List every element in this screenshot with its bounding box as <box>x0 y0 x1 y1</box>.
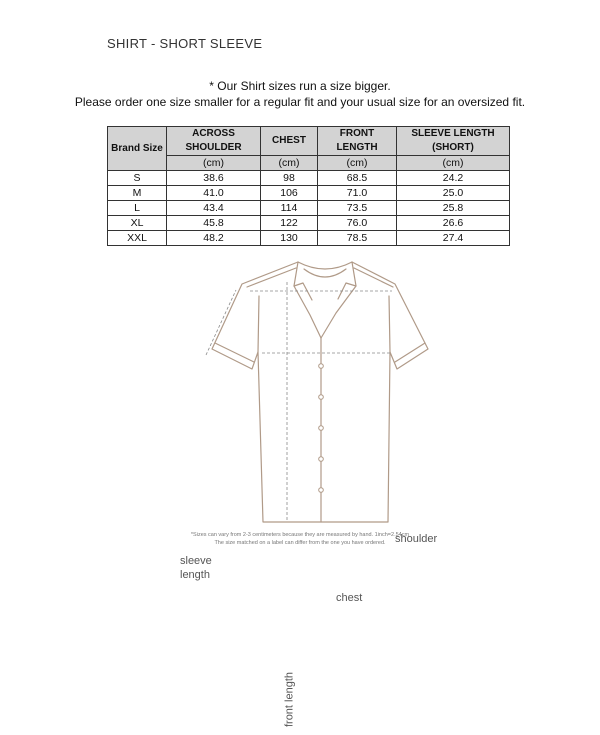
chest-label: chest <box>336 592 363 604</box>
table-cell: 38.6 <box>167 171 261 186</box>
table-cell: 114 <box>261 201 318 216</box>
unit-cell: (cm) <box>397 156 510 171</box>
table-cell: 98 <box>261 171 318 186</box>
table-cell: L <box>108 201 167 216</box>
table-cell: 106 <box>261 186 318 201</box>
measurement-footnote <box>0 531 600 547</box>
table-cell: 71.0 <box>318 186 397 201</box>
front-length-label: front length <box>283 671 296 728</box>
table-cell: 122 <box>261 216 318 231</box>
size-chart-table <box>107 126 510 246</box>
sleeve-length-label-line-2: length <box>180 569 210 581</box>
table-cell: XL <box>108 216 167 231</box>
fit-note-line-2: Please order one size smaller for a regular fit and your usual size for an oversized fit. <box>74 95 526 109</box>
shirt-illustration <box>0 250 600 550</box>
table-cell: XXL <box>108 231 167 246</box>
table-cell: 25.8 <box>397 201 510 216</box>
table-cell: 27.4 <box>397 231 510 246</box>
header-across-shoulder: ACROSS SHOULDER <box>167 127 261 156</box>
fit-note-line-1: * Our Shirt sizes run a size bigger. <box>209 79 391 93</box>
table-cell: 68.5 <box>318 171 397 186</box>
table-cell: 25.0 <box>397 186 510 201</box>
table-cell: 41.0 <box>167 186 261 201</box>
sleeve-length-label-line-1: sleeve <box>180 555 212 567</box>
table-cell: 76.0 <box>318 216 397 231</box>
table-cell: M <box>108 186 167 201</box>
table-cell: 45.8 <box>167 216 261 231</box>
shoulder-label: shoulder <box>395 533 438 545</box>
footnote-line-2: The size matched on a label can differ from the one you have ordered. <box>214 540 386 546</box>
header-front-length: FRONT LENGTH <box>318 127 397 156</box>
table-row <box>108 201 510 216</box>
table-row <box>108 231 510 246</box>
footnote-line-1: *Sizes can vary from 2-3 centimeters because they are measured by hand. 1inch=2.54cm <box>190 532 410 538</box>
table-cell: 26.6 <box>397 216 510 231</box>
table-cell: 78.5 <box>318 231 397 246</box>
page-title: SHIRT - SHORT SLEEVE <box>107 36 263 51</box>
unit-cell: (cm) <box>167 156 261 171</box>
header-brand-size: Brand Size <box>108 127 167 171</box>
shirt-measurement-diagram <box>0 250 600 728</box>
fit-notes <box>0 78 600 110</box>
table-header-row <box>108 127 510 156</box>
table-row <box>108 216 510 231</box>
table-cell: S <box>108 171 167 186</box>
table-cell: 48.2 <box>167 231 261 246</box>
table-cell: 24.2 <box>397 171 510 186</box>
table-unit-row <box>108 156 510 171</box>
unit-cell: (cm) <box>261 156 318 171</box>
table-cell: 130 <box>261 231 318 246</box>
header-chest: CHEST <box>261 127 318 156</box>
table-row <box>108 186 510 201</box>
unit-cell: (cm) <box>318 156 397 171</box>
table-cell: 43.4 <box>167 201 261 216</box>
header-sleeve-length: SLEEVE LENGTH (SHORT) <box>397 127 510 156</box>
table-row <box>108 171 510 186</box>
table-cell: 73.5 <box>318 201 397 216</box>
